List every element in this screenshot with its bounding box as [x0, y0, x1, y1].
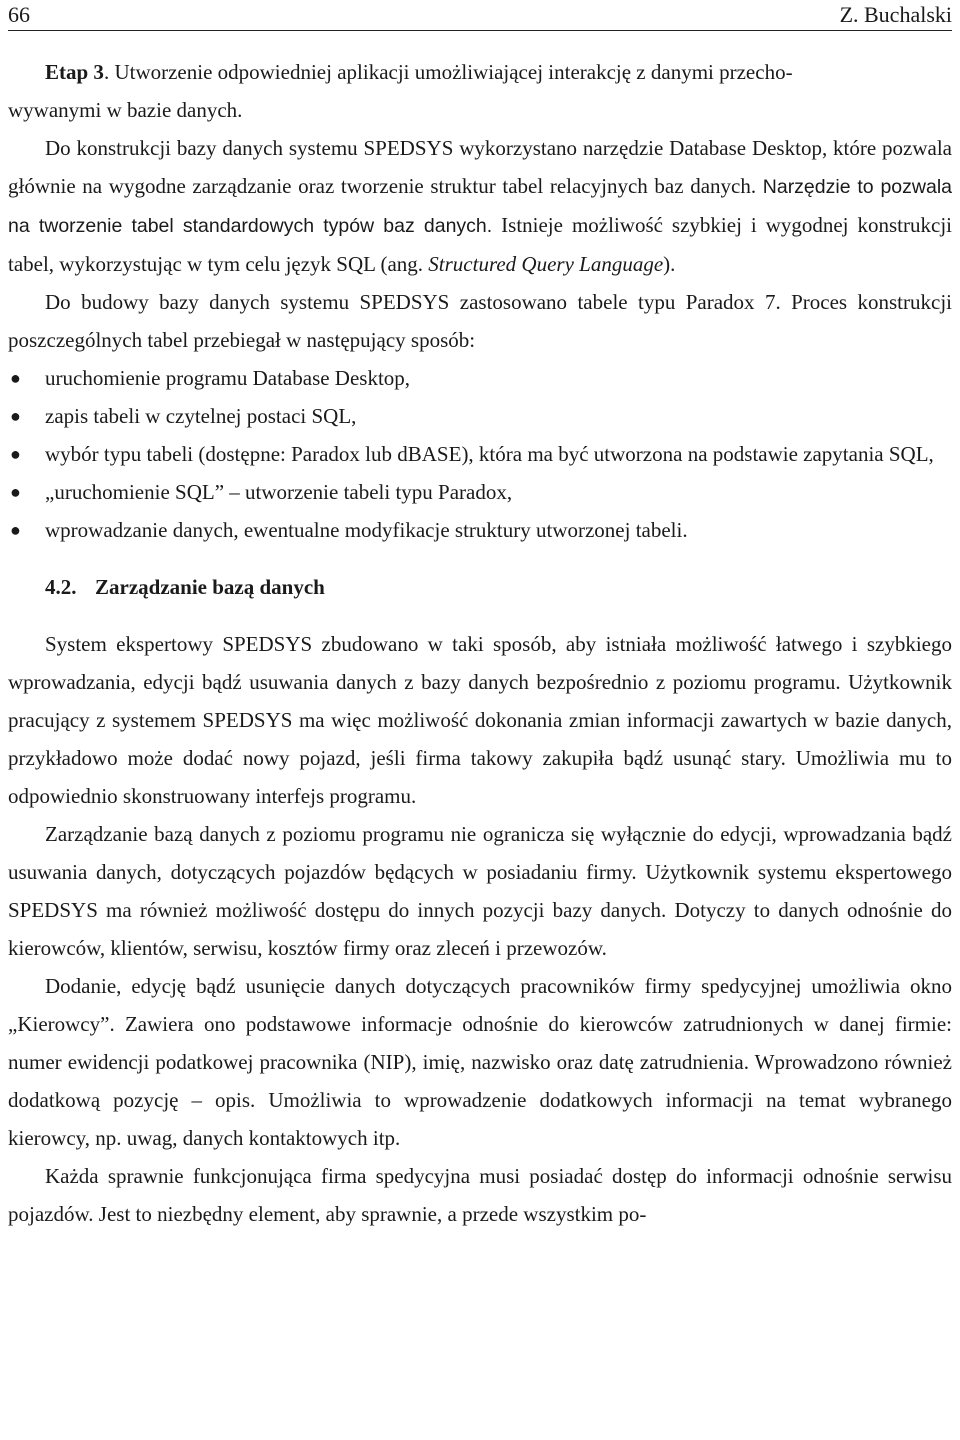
list-item-text: zapis tabeli w czytelnej postaci SQL, [45, 404, 357, 428]
section-number: 4.2. [45, 575, 77, 599]
page-body [8, 53, 952, 1233]
section-heading [45, 568, 952, 606]
process-steps-list [8, 359, 952, 549]
bullet-icon: ● [10, 368, 21, 388]
list-item [8, 397, 952, 435]
list-item [8, 473, 952, 511]
list-item-text: uruchomienie programu Database Desktop, [45, 366, 411, 390]
process-paragraph: Do budowy bazy danych systemu SPEDSYS zastosowano tabele typu Paradox 7. Proces konstrukcji poszczególnych tabel przebiegał w następujący sposób: [8, 290, 952, 352]
stage-text-continued: wywanymi w bazie danych. [8, 98, 243, 122]
intro-paragraph [8, 129, 952, 283]
list-item [8, 359, 952, 397]
intro-end: ). [663, 252, 676, 276]
intro-sans-text: Narzędzie to pozwala na tworzenie tabel standardowych typów baz danych. [8, 176, 953, 237]
list-item-text: wprowadzanie danych, ewentualne modyfikacje struktury utworzonej tabeli. [45, 518, 688, 542]
stage-label: Etap 3 [45, 60, 104, 84]
bullet-icon: ● [10, 520, 21, 540]
bullet-icon: ● [10, 482, 21, 502]
bullet-icon: ● [10, 444, 21, 464]
bullet-icon: ● [10, 406, 21, 426]
stage-paragraph [8, 53, 952, 129]
section-title: Zarządzanie bazą danych [95, 575, 325, 599]
page-header [8, 2, 952, 31]
intro-text: Do konstrukcji bazy danych systemu SPEDSYS wykorzystano narzędzie Database Desktop, które pozwala głównie na wygodne zarządzanie oraz tworzenie struktur tabel relacyjnych baz danych. [8, 136, 952, 198]
body-paragraph: Dodanie, edycję bądź usunięcie danych dotyczących pracowników firmy spedycyjnej umożliwia okno „Kierowcy”. Zawiera ono podstawowe informacje odnośnie do kierowców zatrudnionych w danej firmie: numer ewidencji podatkowej pracownika (NIP), imię, nazwisko oraz datę zatrudnienia. Wprowadzono również dodatkową pozycję – opis. Umożliwia to wprowadzenie dodatkowych informacji na temat wybranego kierowcy, np. uwag, danych kontaktowych itp. [8, 974, 952, 1150]
running-header-author: Z. Buchalski [839, 2, 952, 27]
body-paragraph: System ekspertowy SPEDSYS zbudowano w taki sposób, aby istniała możliwość łatwego i szybkiego wprowadzania, edycji bądź usuwania danych z bazy danych bezpośrednio z poziomu programu. Użytkownik pracujący z systemem SPEDSYS ma więc możliwość dokonania zmian informacji zawartych w bazie danych, przykładowo może dodać nowy pojazd, jeśli firma takowy zakupiła bądź usunąć stary. Umożliwia mu to odpowiednio skonstruowany interfejs programu. [8, 632, 952, 808]
page-number: 66 [8, 2, 30, 27]
intro-text-2: Istnieje możliwość szybkiej i wygodnej konstrukcji tabel, wykorzystując w tym celu język SQL (ang. [8, 213, 952, 276]
list-item-text: „uruchomienie SQL” – utworzenie tabeli typu Paradox, [45, 480, 513, 504]
stage-text: . Utworzenie odpowiedniej aplikacji umożliwiającej interakcję z danymi przecho- [103, 60, 793, 84]
body-paragraph: Każda sprawnie funkcjonująca firma spedycyjna musi posiadać dostęp do informacji odnośnie serwisu pojazdów. Jest to niezbędny element, aby sprawnie, a przede wszystkim po- [8, 1164, 952, 1226]
list-item-text: wybór typu tabeli (dostępne: Paradox lub dBASE), która ma być utworzona na podstawie zapytania SQL, [45, 442, 934, 466]
sql-term: Structured Query Language [428, 252, 664, 276]
list-item [8, 511, 952, 549]
list-item [8, 435, 952, 473]
body-paragraph: Zarządzanie bazą danych z poziomu programu nie ogranicza się wyłącznie do edycji, wprowadzania bądź usuwania danych, dotyczących pojazdów będących w posiadaniu firmy. Użytkownik systemu ekspertowego SPEDSYS ma również możliwość dostępu do innych pozycji bazy danych. Dotyczy to danych odnośnie do kierowców, klientów, serwisu, kosztów firmy oraz zleceń i przewozów. [8, 822, 952, 960]
